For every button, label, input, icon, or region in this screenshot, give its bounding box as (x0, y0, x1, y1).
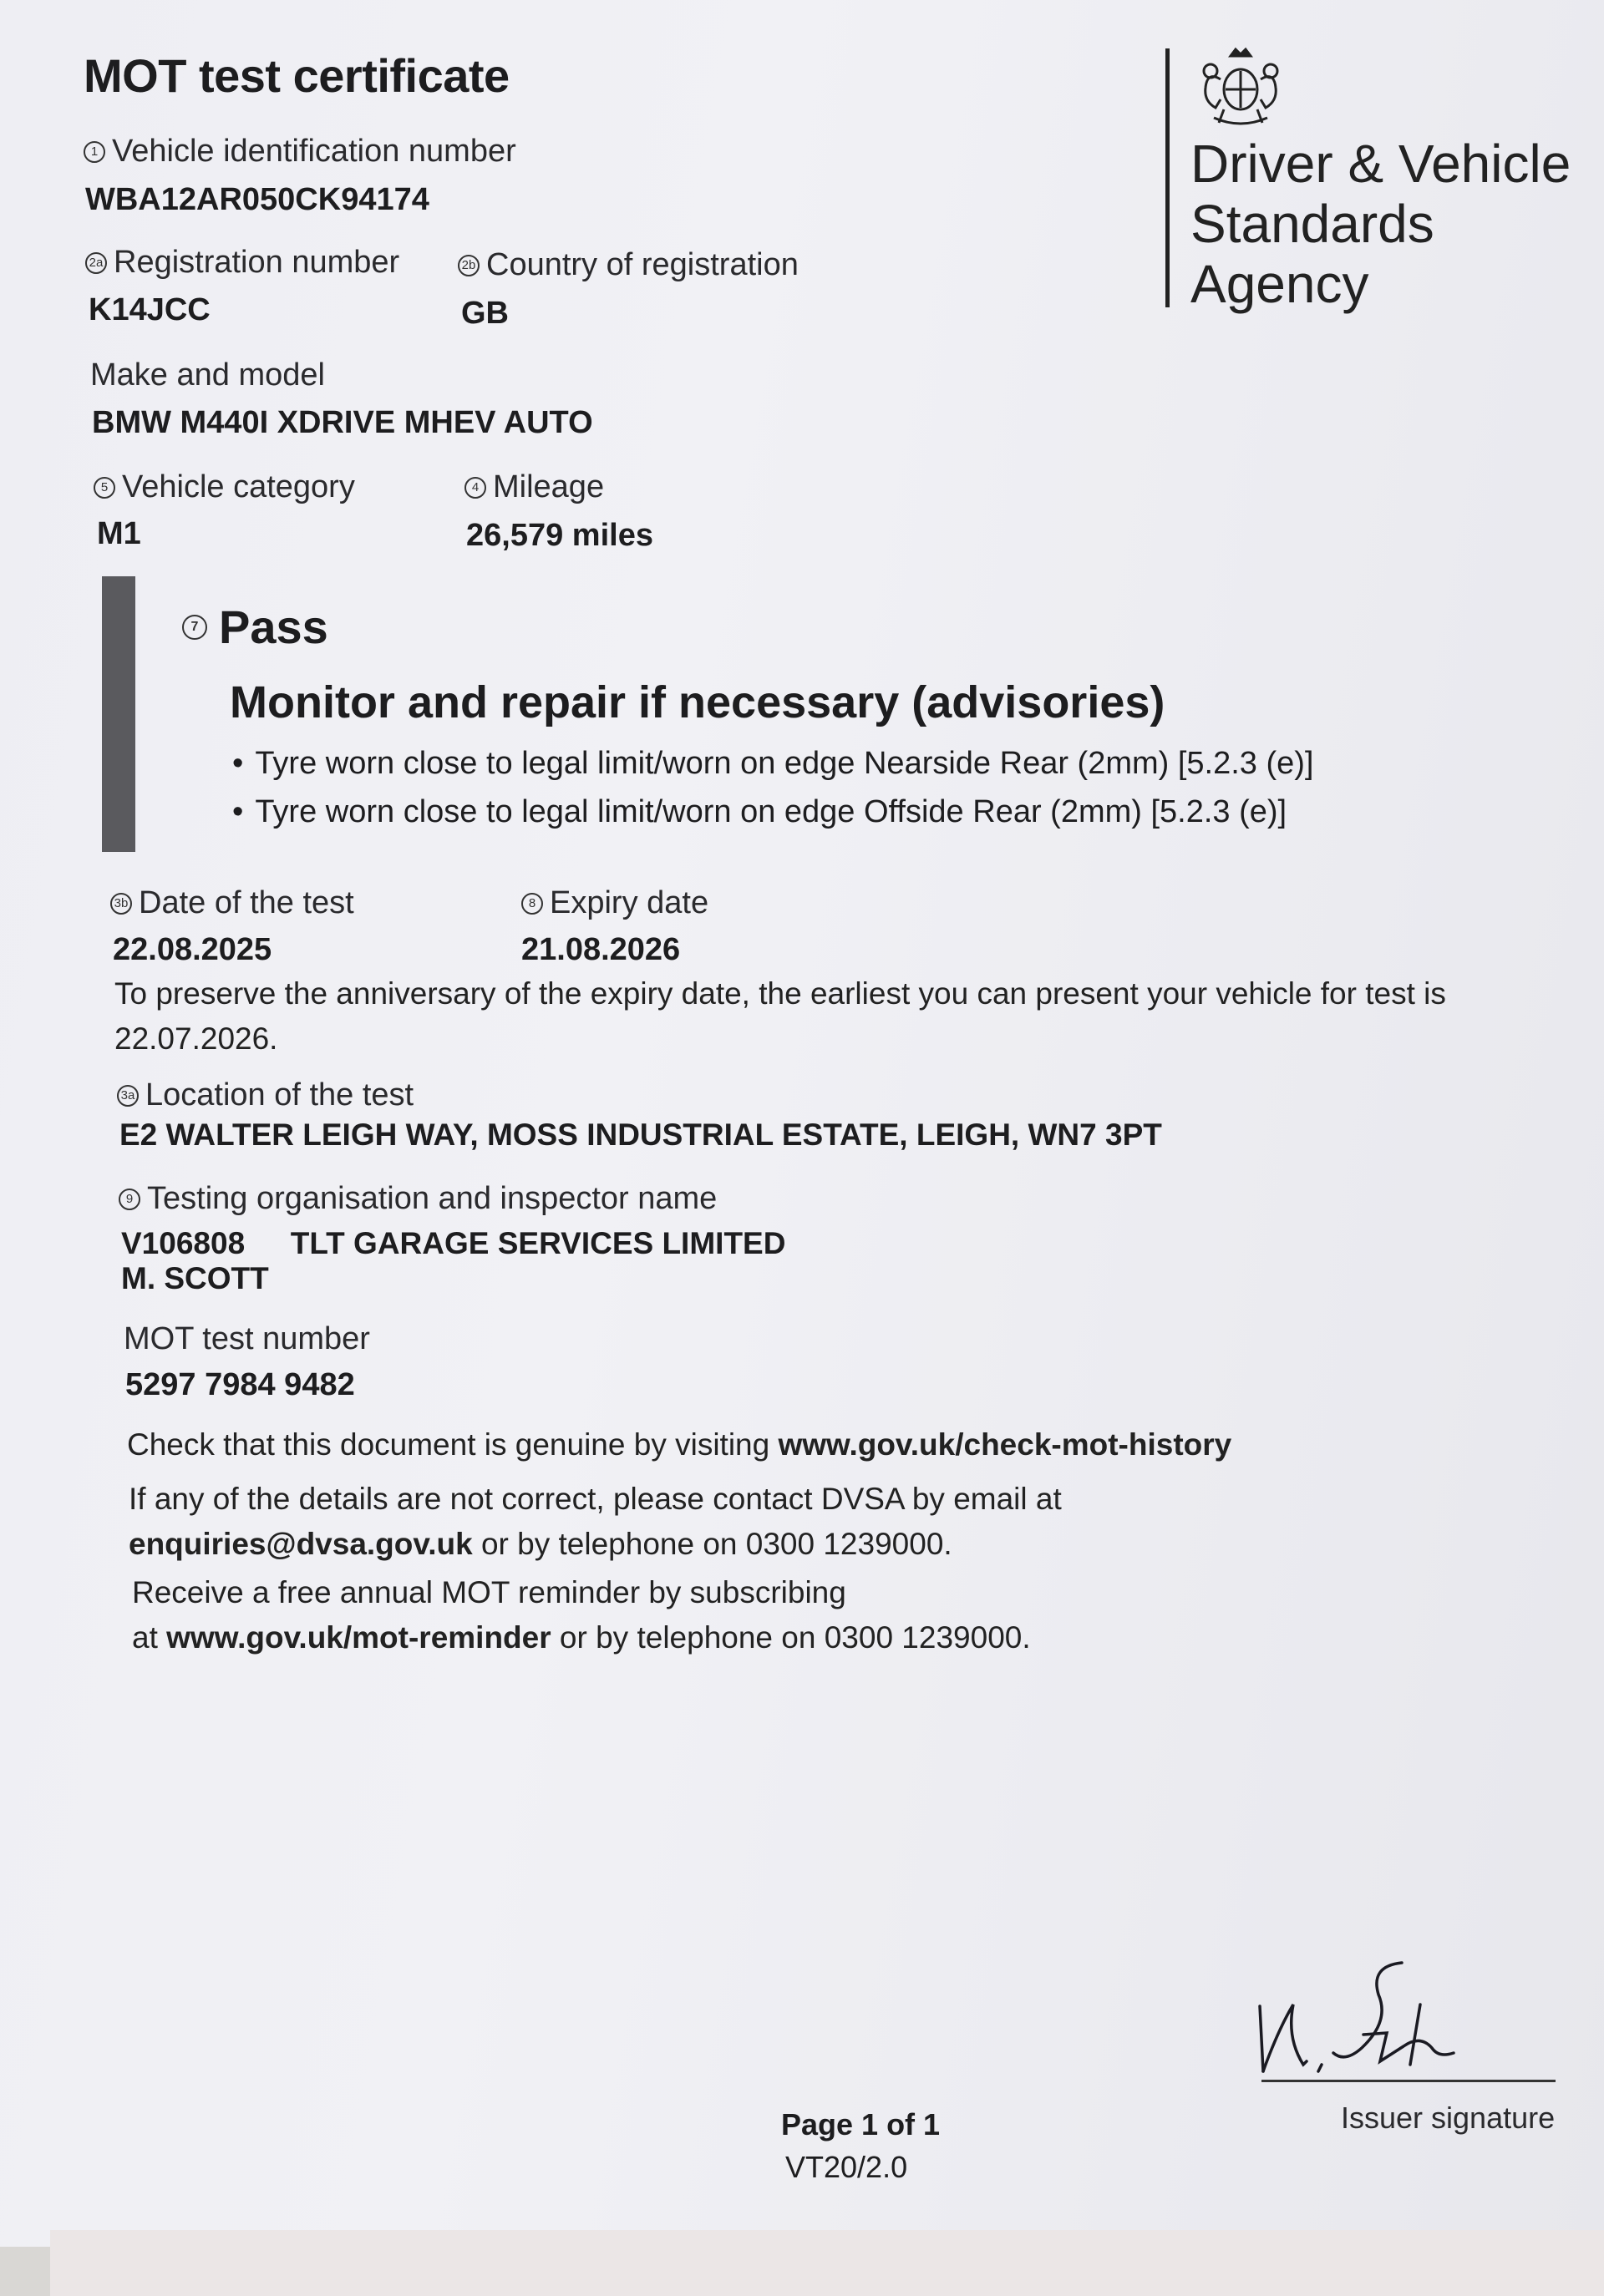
issuer-signature-icon (1253, 1954, 1529, 2080)
organisation-value (121, 1226, 785, 1261)
country-label-text: Country of registration (486, 247, 799, 282)
field-marker: 3b (110, 893, 132, 915)
page-number: Page 1 of 1 (781, 2107, 941, 2141)
reminder-text (132, 1570, 1031, 1660)
field-marker: 1 (84, 141, 105, 163)
anniversary-note-line-1: To preserve the anniversary of the expiry date, the earliest you can present your vehicle for test is (114, 976, 1446, 1011)
royal-crest-icon (1190, 46, 1291, 134)
country-label (458, 247, 799, 283)
form-code: VT20/2.0 (785, 2150, 908, 2184)
country-value: GB (461, 296, 509, 331)
test-date-label (110, 885, 354, 921)
anniversary-note (114, 971, 1446, 1062)
location-value: E2 WALTER LEIGH WAY, MOSS INDUSTRIAL ESTATE, LEIGH, WN7 3PT (119, 1118, 1162, 1152)
inspector-name: M. SCOTT (121, 1261, 269, 1295)
category-label (94, 469, 355, 505)
result-status-text: Pass (219, 601, 328, 653)
field-marker: 4 (464, 477, 486, 499)
signature-label: Issuer signature (1341, 2101, 1556, 2135)
agency-line-1: Driver & Vehicle (1190, 134, 1571, 194)
field-marker: 8 (521, 893, 543, 915)
vin-label (84, 134, 516, 170)
agency-line-3: Agency (1190, 254, 1369, 314)
result-status (182, 600, 328, 654)
test-number-label: MOT test number (124, 1321, 370, 1356)
agency-line-2: Standards (1190, 194, 1434, 254)
contact-line-2 (129, 1522, 1062, 1567)
location-label (117, 1077, 414, 1113)
reminder-at: at (132, 1620, 167, 1655)
mileage-value: 26,579 miles (466, 518, 653, 553)
advisory-heading: Monitor and repair if necessary (advisories) (230, 677, 1165, 727)
advisory-item: • Tyre worn close to legal limit/worn on edge Offside Rear (2mm) [5.2.3 (e)] (232, 788, 1314, 836)
organisation-name: TLT GARAGE SERVICES LIMITED (290, 1226, 786, 1260)
contact-phone-text: or by telephone on 0300 1239000. (472, 1527, 952, 1561)
check-mot-history-link[interactable]: www.gov.uk/check-mot-history (778, 1427, 1232, 1462)
advisory-item: • Tyre worn close to legal limit/worn on edge Nearside Rear (2mm) [5.2.3 (e)] (232, 739, 1314, 788)
category-label-text: Vehicle category (122, 469, 355, 504)
location-label-text: Location of the test (145, 1077, 414, 1113)
reminder-line-1: Receive a free annual MOT reminder by subscribing (132, 1575, 846, 1609)
anniversary-note-line-2: 22.07.2026. (114, 1021, 278, 1056)
organisation-label (119, 1181, 717, 1217)
field-marker: 5 (94, 477, 115, 499)
vin-label-text: Vehicle identification number (112, 134, 516, 169)
mileage-label (464, 469, 604, 505)
reminder-phone-text: or by telephone on 0300 1239000. (551, 1620, 1031, 1655)
test-number-value: 5297 7984 9482 (125, 1367, 355, 1402)
field-marker: 7 (182, 615, 207, 640)
expiry-date-value: 21.08.2026 (521, 932, 681, 967)
result-bar (102, 576, 135, 852)
contact-email-link[interactable]: enquiries@dvsa.gov.uk (129, 1527, 473, 1561)
advisory-list (232, 739, 1314, 836)
mot-reminder-link[interactable]: www.gov.uk/mot-reminder (166, 1620, 551, 1655)
contact-line-1: If any of the details are not correct, please contact DVSA by email at (129, 1482, 1062, 1516)
expiry-date-label-text: Expiry date (550, 885, 709, 920)
contact-text (129, 1477, 1062, 1567)
test-date-label-text: Date of the test (139, 885, 354, 920)
reminder-line-2 (132, 1615, 1031, 1660)
registration-label-text: Registration number (114, 245, 400, 280)
page-title: MOT test certificate (84, 49, 510, 102)
organisation-label-text: Testing organisation and inspector name (147, 1181, 718, 1216)
organisation-code: V106808 (121, 1226, 246, 1260)
field-marker: 2a (85, 252, 107, 274)
make-model-label: Make and model (90, 357, 325, 393)
agency-name (1190, 134, 1571, 314)
field-marker: 9 (119, 1189, 140, 1210)
field-marker: 2b (458, 255, 480, 276)
registration-value: K14JCC (89, 292, 211, 327)
agency-divider (1165, 48, 1170, 307)
field-marker: 3a (117, 1085, 139, 1107)
check-genuine-text (127, 1422, 1231, 1467)
sheet-underlay (50, 2230, 1604, 2296)
check-text: Check that this document is genuine by visiting (127, 1427, 779, 1462)
signature-line (1261, 2080, 1556, 2082)
registration-label (85, 245, 399, 281)
category-value: M1 (97, 516, 141, 551)
mileage-label-text: Mileage (493, 469, 605, 504)
make-model-value: BMW M440I XDRIVE MHEV AUTO (92, 405, 593, 440)
vin-value: WBA12AR050CK94174 (85, 182, 429, 217)
expiry-date-label (521, 885, 708, 921)
test-date-value: 22.08.2025 (113, 932, 272, 967)
